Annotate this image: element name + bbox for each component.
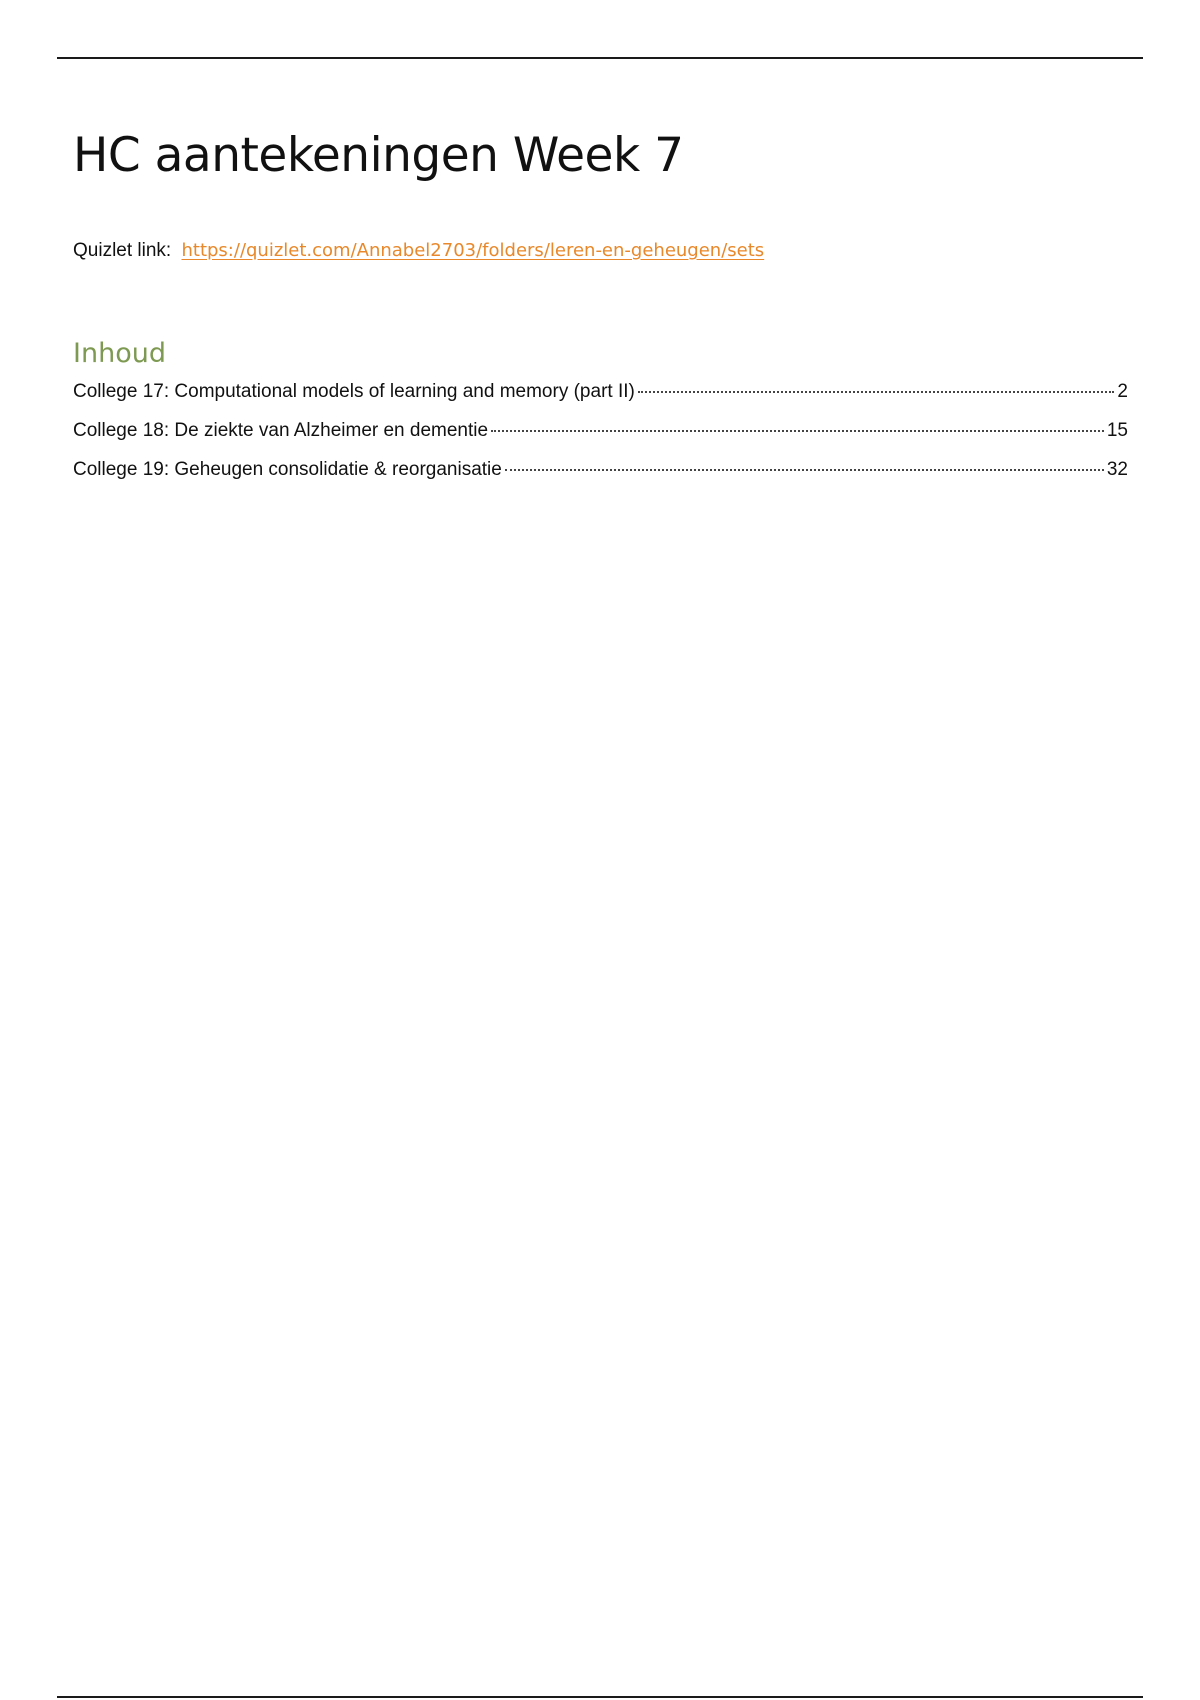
toc-entry-college-19[interactable] <box>73 459 1128 498</box>
toc-heading: Inhoud <box>73 338 166 369</box>
toc-entry-college-18[interactable] <box>73 420 1128 459</box>
toc-entry-text: College 19: Geheugen consolidatie & reorganisatie <box>73 459 502 480</box>
quizlet-link-line <box>73 240 764 262</box>
toc-dot-leader <box>491 430 1104 432</box>
header-rule <box>57 57 1143 59</box>
document-title: HC aantekeningen Week 7 <box>73 128 684 183</box>
quizlet-link[interactable]: https://quizlet.com/Annabel2703/folders/leren-en-geheugen/sets <box>181 240 765 261</box>
toc-page-number: 32 <box>1106 459 1128 480</box>
footer-rule <box>57 1696 1143 1698</box>
toc-dot-leader <box>505 469 1104 471</box>
toc-page-number: 2 <box>1117 381 1128 402</box>
toc-dot-leader <box>638 391 1115 393</box>
toc-entry-college-17[interactable] <box>73 381 1128 420</box>
quizlet-label: Quizlet link: <box>73 240 172 261</box>
toc-page-number: 15 <box>1106 420 1128 441</box>
table-of-contents <box>73 381 1128 498</box>
toc-entry-text: College 18: De ziekte van Alzheimer en dementie <box>73 420 489 441</box>
toc-entry-text: College 17: Computational models of learning and memory (part II) <box>73 381 635 402</box>
